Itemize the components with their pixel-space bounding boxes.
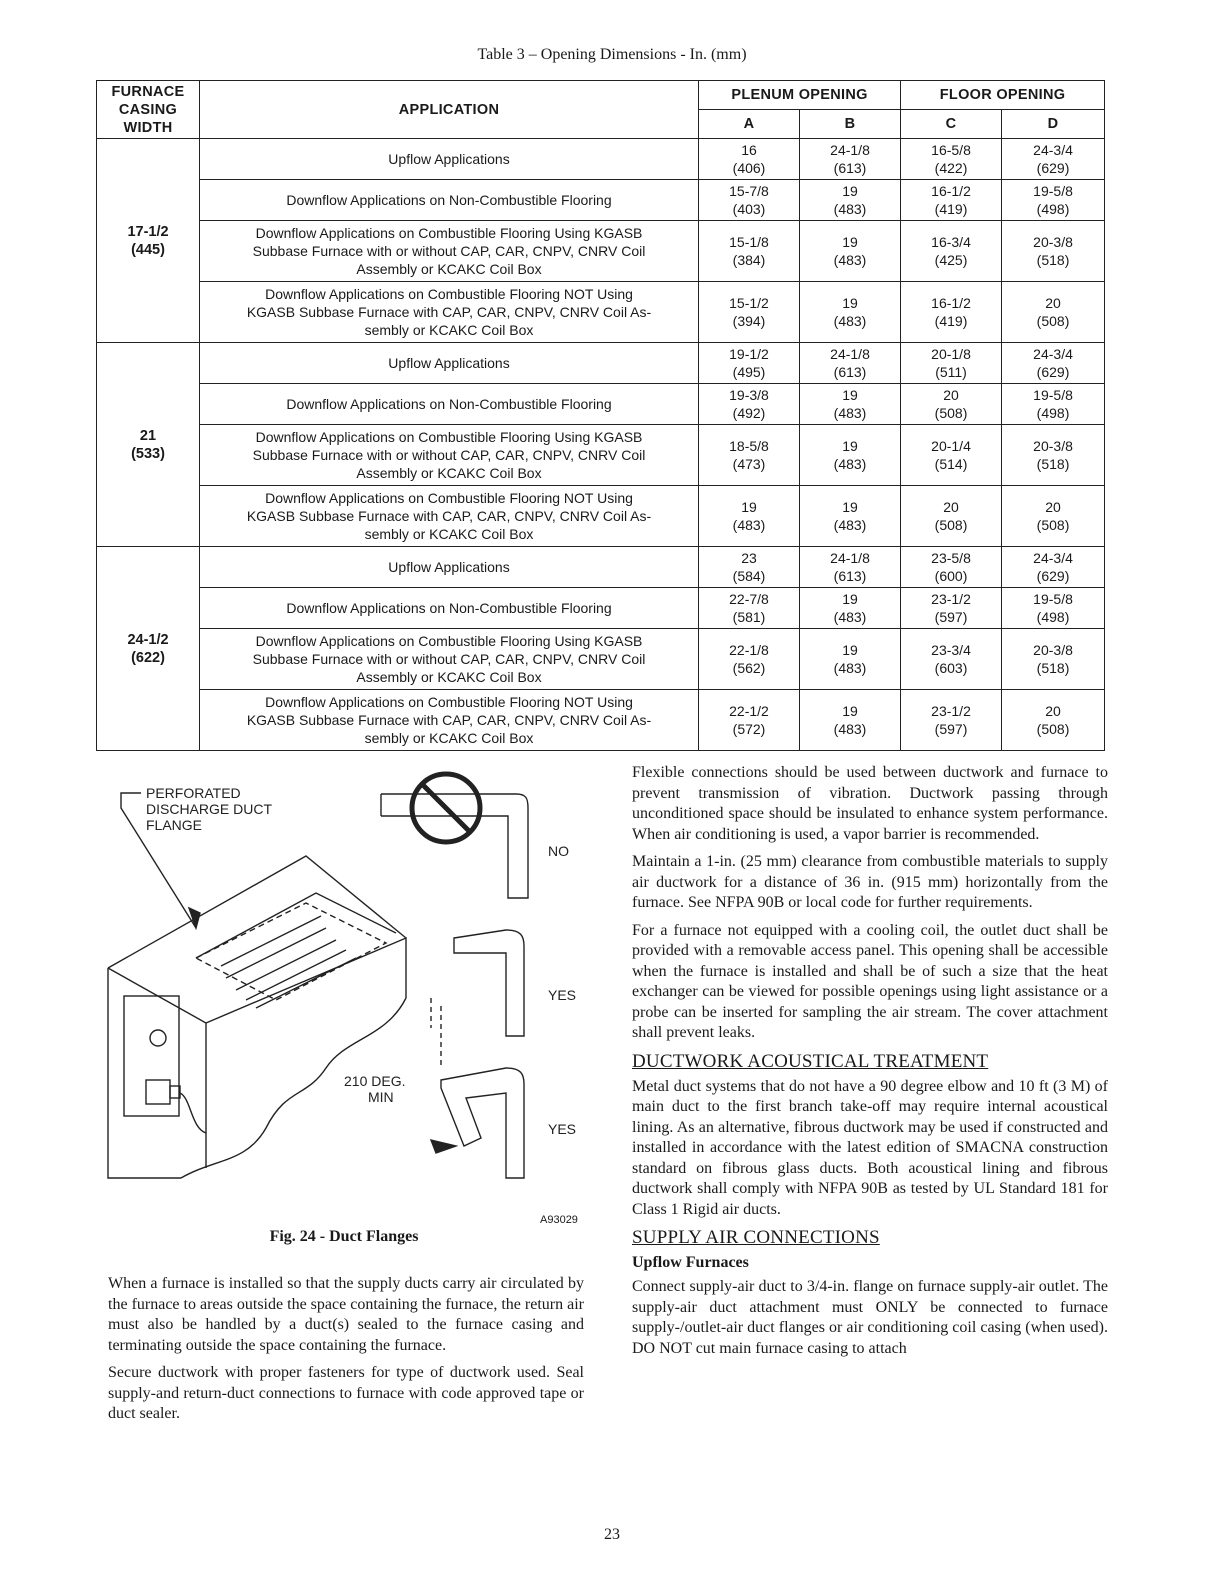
table-row: [97, 588, 1105, 629]
dimension-d-cell: 19-5/8 (498): [1002, 384, 1105, 425]
application-cell: Upflow Applications: [200, 139, 699, 180]
duct-flanges-figure: [96, 768, 592, 1248]
dimension-c-cell: 16-3/4 (425): [901, 221, 1002, 282]
figure-caption: Fig. 24 - Duct Flanges: [269, 1228, 419, 1245]
dimension-b-cell: 19 (483): [800, 588, 901, 629]
dimension-a-cell: 19 (483): [699, 486, 800, 547]
application-cell: Downflow Applications on Combustible Flooring NOT Using KGASB Subbase Furnace with CAP, CAR, CNPV, CNRV Coil As- sembly or KCAKC Coil Box: [200, 690, 699, 751]
label-yes-1: YES: [548, 987, 577, 1003]
paragraph: Secure ductwork with proper fasteners for type of ductwork used. Seal supply-and return-duct connections to furnace with code approved tape or duct sealer.: [108, 1364, 584, 1422]
application-cell: Upflow Applications: [200, 343, 699, 384]
heading-supply-air-connections: SUPPLY AIR CONNECTIONS: [632, 1227, 880, 1248]
application-cell: Upflow Applications: [200, 547, 699, 588]
dimension-b-cell: 24-1/8 (613): [800, 343, 901, 384]
subheading-upflow-furnaces: Upflow Furnaces: [632, 1254, 749, 1271]
paragraph: Maintain a 1-in. (25 mm) clearance from combustible materials to supply air ductwork for a distance of 36 in. (915 mm) horizontally from the furnace. See NFPA 90B or local code for further requirements.: [632, 853, 1108, 911]
application-cell: Downflow Applications on Non-Combustible Flooring: [200, 180, 699, 221]
label-flange: FLANGE: [146, 817, 203, 833]
dimension-c-cell: 23-3/4 (603): [901, 629, 1002, 690]
casing-width-cell: 17-1/2 (445): [97, 139, 200, 343]
label-perforated: PERFORATED: [146, 785, 241, 801]
paragraph: For a furnace not equipped with a cooling coil, the outlet duct shall be provided with a removable access panel. This opening shall be accessible when the furnace is installed and shall be of such a size that the heat exchanger can be viewed for possible openings using light assistance or a probe can be inserted for sampling the air stream. The cover attachment shall prevent leaks.: [632, 921, 1108, 1041]
application-cell: Downflow Applications on Combustible Flooring Using KGASB Subbase Furnace with or without CAP, CAR, CNPV, CNRV Coil Assembly or KCAKC Coil Box: [200, 221, 699, 282]
dimension-d-cell: 19-5/8 (498): [1002, 588, 1105, 629]
header-casing-width: FURNACE CASING WIDTH: [97, 81, 200, 139]
dimension-b-cell: 24-1/8 (613): [800, 547, 901, 588]
application-cell: Downflow Applications on Combustible Flooring Using KGASB Subbase Furnace with or without CAP, CAR, CNPV, CNRV Coil Assembly or KCAKC Coil Box: [200, 425, 699, 486]
dimension-c-cell: 20-1/4 (514): [901, 425, 1002, 486]
dimension-a-cell: 15-1/8 (384): [699, 221, 800, 282]
dimension-c-cell: 23-1/2 (597): [901, 588, 1002, 629]
dimension-c-cell: 20 (508): [901, 486, 1002, 547]
dimension-d-cell: 20 (508): [1002, 282, 1105, 343]
table-row: [97, 139, 1105, 180]
right-column: [632, 763, 1108, 1366]
dimension-a-cell: 22-1/2 (572): [699, 690, 800, 751]
dimension-a-cell: 15-1/2 (394): [699, 282, 800, 343]
heading-acoustical-treatment: DUCTWORK ACOUSTICAL TREATMENT: [632, 1050, 989, 1072]
dimension-d-cell: 20 (508): [1002, 690, 1105, 751]
table-row: [97, 221, 1105, 282]
paragraph: Flexible connections should be used between ductwork and furnace to prevent transmission of vibration. Ductwork passing through unconditioned space should be insulated to enhance system performance. When air conditioning is used, a vapor barrier is recommended.: [632, 764, 1108, 843]
header-c: C: [901, 110, 1002, 139]
application-cell: Downflow Applications on Combustible Flooring NOT Using KGASB Subbase Furnace with CAP, CAR, CNPV, CNRV Coil As- sembly or KCAKC Coil Box: [200, 282, 699, 343]
dimension-c-cell: 23-1/2 (597): [901, 690, 1002, 751]
label-210-deg: 210 DEG.: [344, 1073, 406, 1089]
dimension-d-cell: 20-3/8 (518): [1002, 221, 1105, 282]
paragraph: When a furnace is installed so that the supply ducts carry air circulated by the furnace to areas outside the space containing the furnace, the return air must also be handled by a duct(s) sealed to the furnace casing and terminating outside the space containing the furnace.: [108, 1275, 584, 1354]
dimension-c-cell: 23-5/8 (600): [901, 547, 1002, 588]
dimension-c-cell: 16-1/2 (419): [901, 180, 1002, 221]
dimension-a-cell: 23 (584): [699, 547, 800, 588]
dimension-b-cell: 24-1/8 (613): [800, 139, 901, 180]
table-row: [97, 343, 1105, 384]
dimension-d-cell: 20 (508): [1002, 486, 1105, 547]
dimension-b-cell: 19 (483): [800, 629, 901, 690]
table-row: [97, 282, 1105, 343]
header-b: B: [800, 110, 901, 139]
application-cell: Downflow Applications on Non-Combustible Flooring: [200, 588, 699, 629]
label-min: MIN: [368, 1089, 394, 1105]
dimension-d-cell: 20-3/8 (518): [1002, 629, 1105, 690]
dimension-d-cell: 24-3/4 (629): [1002, 139, 1105, 180]
dimension-d-cell: 24-3/4 (629): [1002, 547, 1105, 588]
table-title: Table 3 – Opening Dimensions - In. (mm): [477, 46, 747, 63]
table-row: [97, 425, 1105, 486]
paragraph: Connect supply-air duct to 3/4-in. flange on furnace supply-air outlet. The supply-air duct attachment must ONLY be connected to furnace supply-/outlet-air duct flanges or air conditioning coil casing (when used). DO NOT cut main furnace casing to attach: [632, 1278, 1108, 1357]
label-yes-2: YES: [548, 1121, 577, 1137]
dimension-b-cell: 19 (483): [800, 282, 901, 343]
application-cell: Downflow Applications on Combustible Flooring Using KGASB Subbase Furnace with or without CAP, CAR, CNPV, CNRV Coil Assembly or KCAKC Coil Box: [200, 629, 699, 690]
header-a: A: [699, 110, 800, 139]
dimension-a-cell: 19-3/8 (492): [699, 384, 800, 425]
header-plenum-opening: PLENUM OPENING: [699, 81, 901, 110]
header-application: APPLICATION: [200, 81, 699, 139]
dimension-a-cell: 16 (406): [699, 139, 800, 180]
header-d: D: [1002, 110, 1105, 139]
dimension-c-cell: 20 (508): [901, 384, 1002, 425]
table-row: [97, 690, 1105, 751]
dimension-c-cell: 20-1/8 (511): [901, 343, 1002, 384]
table-row: [97, 547, 1105, 588]
dimension-b-cell: 19 (483): [800, 221, 901, 282]
label-discharge-duct: DISCHARGE DUCT: [146, 801, 273, 817]
figure-code: A93029: [540, 1214, 578, 1226]
dimension-a-cell: 15-7/8 (403): [699, 180, 800, 221]
dimension-c-cell: 16-5/8 (422): [901, 139, 1002, 180]
dimension-a-cell: 22-1/8 (562): [699, 629, 800, 690]
dimension-d-cell: 20-3/8 (518): [1002, 425, 1105, 486]
table-row: [97, 629, 1105, 690]
header-floor-opening: FLOOR OPENING: [901, 81, 1105, 110]
application-cell: Downflow Applications on Non-Combustible Flooring: [200, 384, 699, 425]
table-row: [97, 486, 1105, 547]
table-row: [97, 180, 1105, 221]
table-row: [97, 384, 1105, 425]
dimension-b-cell: 19 (483): [800, 690, 901, 751]
paragraph: Metal duct systems that do not have a 90 degree elbow and 10 ft (3 M) of main duct to the first branch take-off may require internal acoustical lining. As an alternative, fibrous ductwork may be used if constructed and installed in accordance with the latest edition of SMACNA construction standard on fibrous glass ducts. Both acoustical lining and fibrous ductwork shall comply with NFPA 90B as tested by UL Standard 181 for Class 1 Rigid air ducts.: [632, 1077, 1108, 1218]
dimension-d-cell: 19-5/8 (498): [1002, 180, 1105, 221]
dimension-a-cell: 22-7/8 (581): [699, 588, 800, 629]
left-column: [108, 1274, 584, 1432]
dimension-a-cell: 18-5/8 (473): [699, 425, 800, 486]
application-cell: Downflow Applications on Combustible Flooring NOT Using KGASB Subbase Furnace with CAP, CAR, CNPV, CNRV Coil As- sembly or KCAKC Coil Box: [200, 486, 699, 547]
opening-dimensions-table: [96, 80, 1105, 751]
dimension-d-cell: 24-3/4 (629): [1002, 343, 1105, 384]
dimension-b-cell: 19 (483): [800, 486, 901, 547]
dimension-b-cell: 19 (483): [800, 384, 901, 425]
dimension-b-cell: 19 (483): [800, 180, 901, 221]
dimension-c-cell: 16-1/2 (419): [901, 282, 1002, 343]
casing-width-cell: 24-1/2 (622): [97, 547, 200, 751]
dimension-b-cell: 19 (483): [800, 425, 901, 486]
page-number: 23: [604, 1526, 620, 1543]
label-no: NO: [548, 843, 569, 859]
casing-width-cell: 21 (533): [97, 343, 200, 547]
dimension-a-cell: 19-1/2 (495): [699, 343, 800, 384]
